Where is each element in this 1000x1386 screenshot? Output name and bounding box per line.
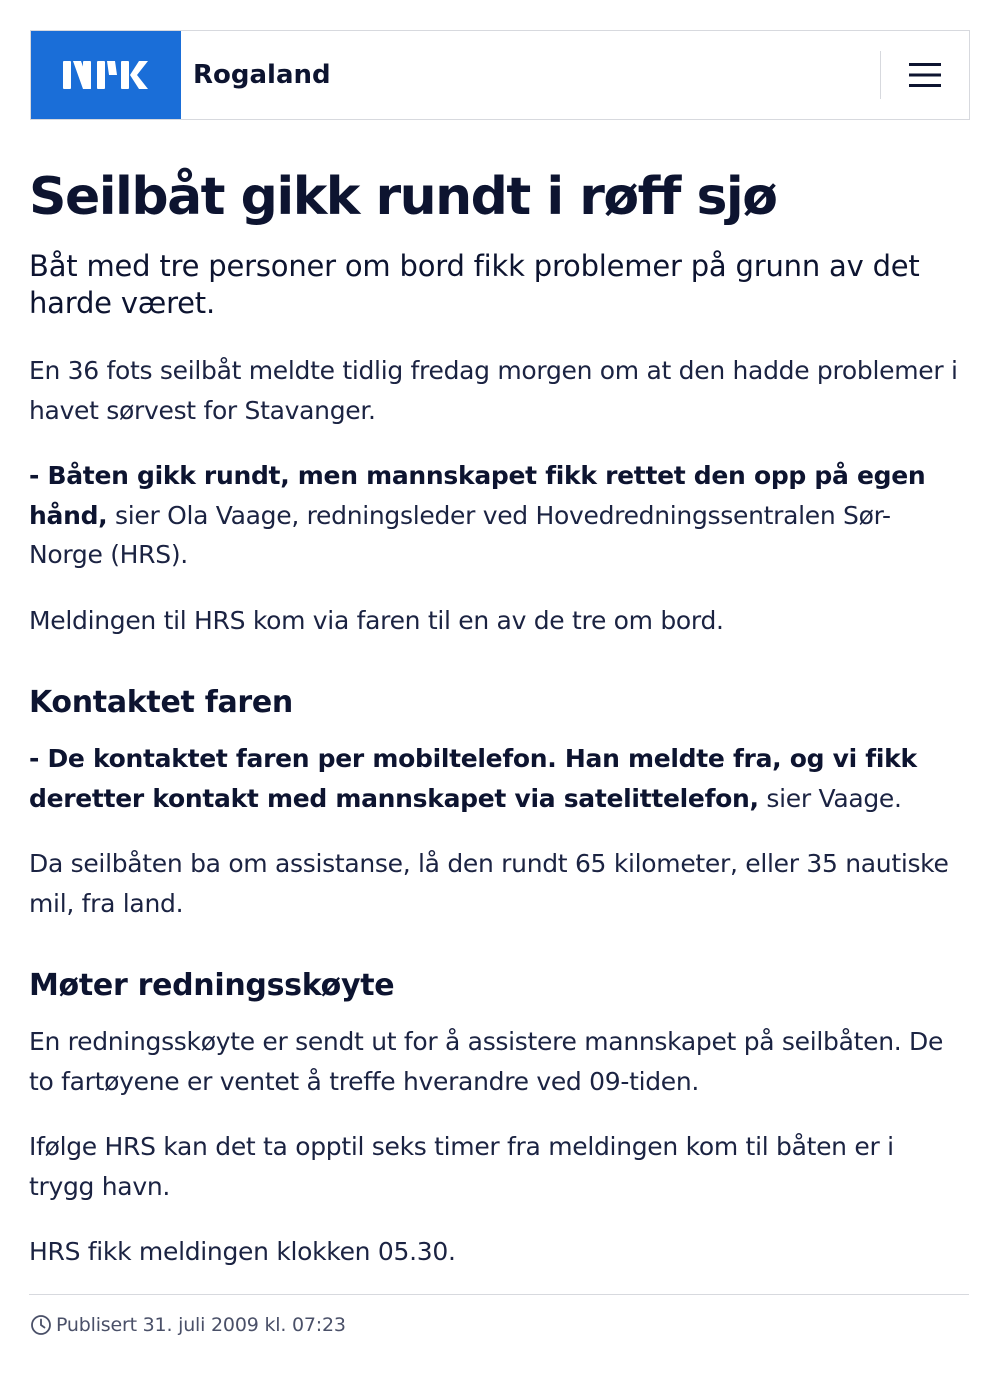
region-link[interactable]: Rogaland [193,60,331,90]
quote-attribution: sier Vaage. [758,783,902,813]
paragraph-8: HRS fikk meldingen klokken 05.30. [29,1237,456,1266]
subheading-1: Kontaktet faren [29,685,293,720]
hamburger-menu-icon [909,62,941,88]
subheading-2: Møter redningsskøyte [29,968,395,1003]
clock-icon [30,1314,52,1336]
quote-bold: - Båten gikk rundt, men mannskapet fikk rettet den opp på egen hånd, [29,461,926,530]
quote-bold: - De kontaktet faren per mobiltelefon. Han meldte fra, og vi fikk deretter kontakt med mannskapet via satelittelefon, [29,744,917,813]
published-date: Publisert 31. juli 2009 kl. 07:23 [56,1314,346,1336]
article [29,160,964,1272]
nrk-logo-icon [63,59,149,91]
article-title: Seilbåt gikk rundt i røff sjø [29,167,777,227]
menu-button[interactable] [881,31,969,119]
paragraph-1: En 36 fots seilbåt meldte tidlig fredag morgen om at den hadde problemer i havet sørvest for Stavanger. [29,356,958,425]
paragraph-2 [29,456,964,575]
nrk-logo[interactable] [31,31,181,119]
quote-attribution: sier Ola Vaage, redningsleder ved Hovedredningssentralen Sør-Norge (HRS). [29,500,891,569]
paragraph-6: En redningsskøyte er sendt ut for å assistere mannskapet på seilbåten. De to fartøyene er ventet å treffe hverandre ved 09-tiden. [29,1027,944,1096]
paragraph-7: Ifølge HRS kan det ta opptil seks timer fra meldingen kom til båten er i trygg havn. [29,1132,894,1201]
article-lead: Båt med tre personer om bord fikk problemer på grunn av det harde været. [29,249,920,320]
footer-divider [29,1294,969,1295]
paragraph-3: Meldingen til HRS kom via faren til en av de tre om bord. [29,605,724,635]
site-header [30,30,970,120]
paragraph-4 [29,739,964,818]
published-info [30,1314,346,1336]
paragraph-5: Da seilbåten ba om assistanse, lå den rundt 65 kilometer, eller 35 nautiske mil, fra land. [29,849,949,918]
